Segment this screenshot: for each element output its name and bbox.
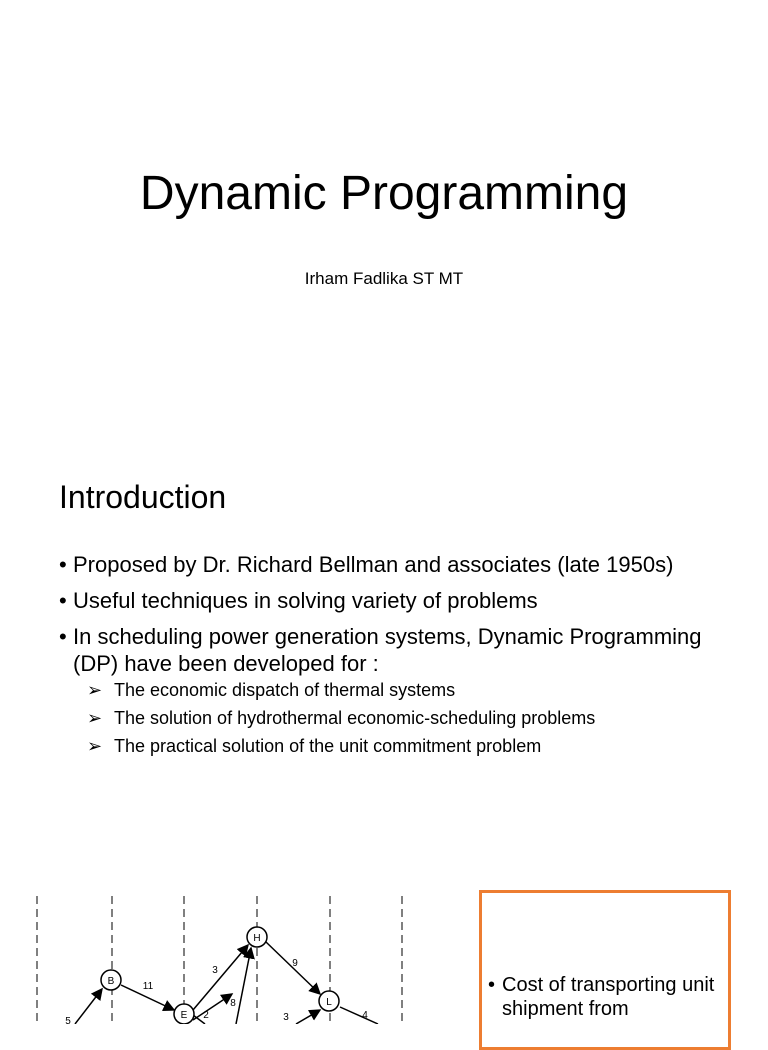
sub-bullet-text: The economic dispatch of thermal systems	[114, 680, 456, 700]
arrow-bullet-icon: ➢	[87, 736, 103, 756]
sub-bullet-text: The solution of hydrothermal economic-scheduling problems	[114, 708, 596, 728]
edge-e-up	[193, 994, 232, 1020]
graph-nodes	[101, 927, 339, 1024]
bullet-item	[59, 623, 719, 758]
callout-box	[479, 890, 731, 1050]
bullet-item	[59, 587, 719, 614]
sub-bullet-item	[87, 734, 719, 758]
sub-bullet-text: The practical solution of the unit commitment problem	[114, 736, 542, 756]
introduction-slide	[0, 450, 768, 870]
node-label: E	[180, 1010, 188, 1021]
sub-bullet-list	[87, 678, 719, 758]
shortest-path-graph	[0, 870, 470, 1024]
node-label: B	[107, 976, 115, 987]
network-slide	[0, 870, 768, 1024]
edge-to-h	[236, 948, 251, 1024]
title-slide	[0, 0, 768, 450]
sub-bullet-item	[87, 678, 719, 702]
edge-l-out	[340, 1007, 378, 1024]
bullet-item	[59, 551, 719, 578]
edge-label: 5	[65, 1016, 71, 1024]
edge-label: 3	[283, 1012, 289, 1023]
edge-label: 2	[203, 1010, 209, 1021]
bullet-text: Proposed by Dr. Richard Bellman and associates (late 1950s)	[73, 552, 674, 577]
node-label: L	[326, 997, 332, 1008]
edge-to-b	[75, 989, 102, 1024]
edge-label: 9	[292, 958, 298, 969]
edge-to-l	[296, 1010, 320, 1024]
slide-author: Irham Fadlika ST MT	[304, 269, 464, 288]
slide-title: Dynamic Programming	[139, 167, 629, 220]
edge-labels	[65, 958, 368, 1024]
edge-e-h	[193, 945, 248, 1010]
stage-dividers	[37, 896, 402, 1024]
callout-text: • Cost of transporting unit shipment from	[488, 973, 732, 1021]
arrow-bullet-icon: ➢	[87, 708, 103, 728]
edge-label: 8	[230, 998, 236, 1009]
bullet-text: Useful techniques in solving variety of problems	[73, 588, 538, 613]
sub-bullet-item	[87, 706, 719, 730]
edge-label: 4	[362, 1010, 368, 1021]
edge-label: 3	[212, 965, 218, 976]
bullet-list	[59, 551, 719, 767]
bullet-text: In scheduling power generation systems, Dynamic Programming (DP) have been developed for :	[73, 624, 702, 676]
arrow-bullet-icon: ➢	[87, 680, 103, 700]
intro-heading: Introduction	[59, 479, 227, 515]
edge-label: 11	[142, 981, 154, 992]
node-label: H	[253, 933, 261, 944]
